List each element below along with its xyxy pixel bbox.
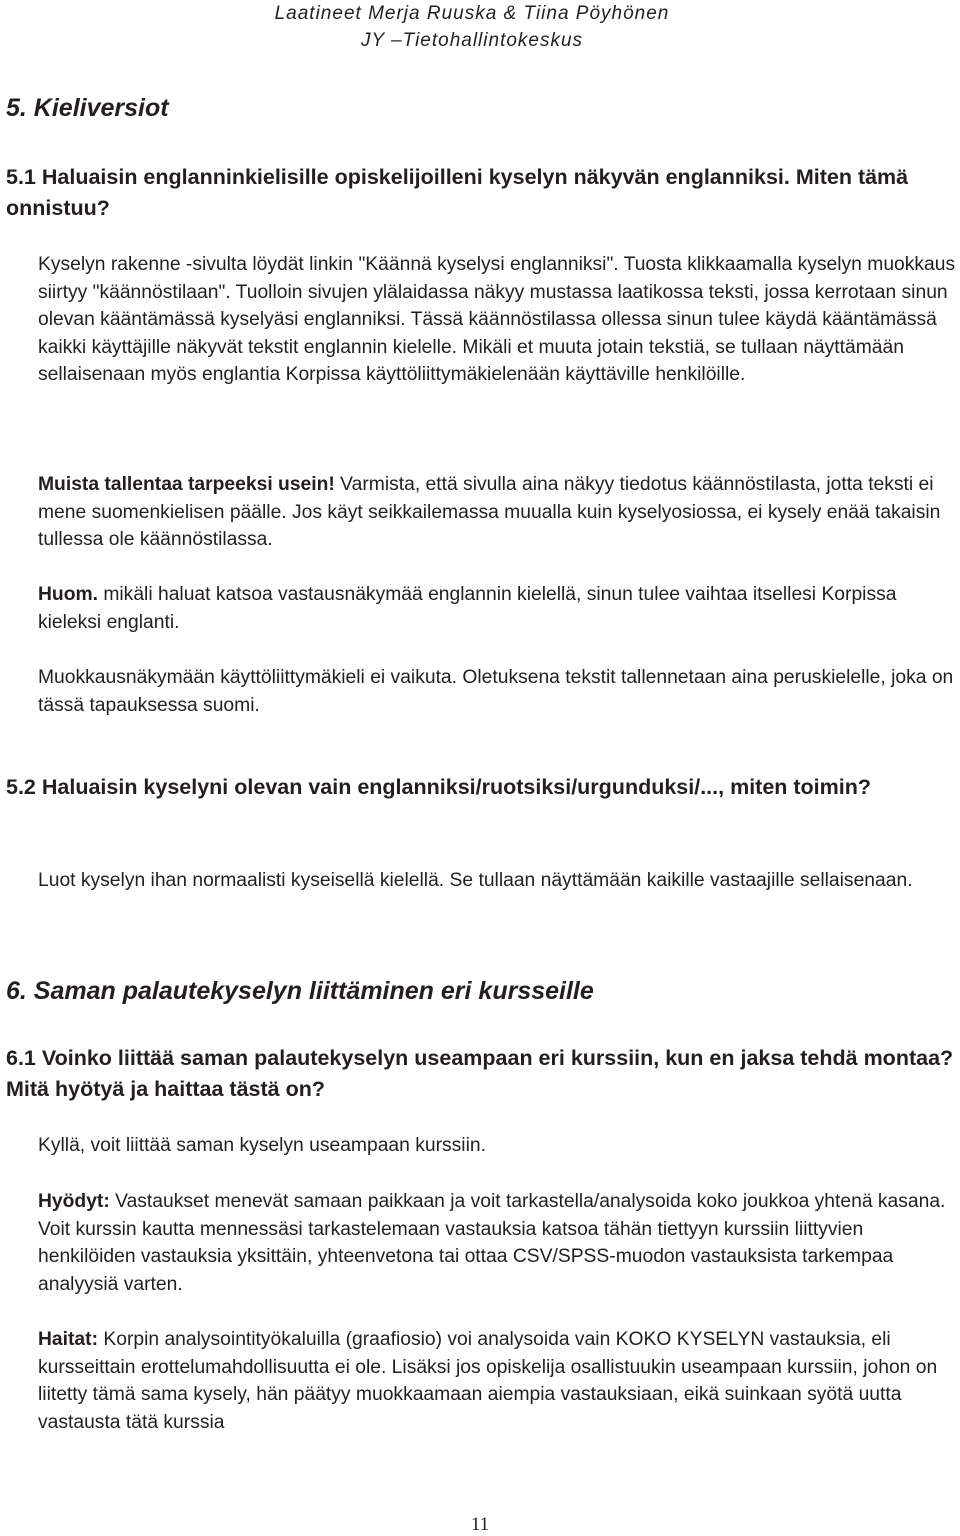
- paragraph-3-text: mikäli haluat katsoa vastausnäkymää englannin kielellä, sinun tulee vaihtaa itsellesi Korpissa kieleksi englanti.: [38, 584, 897, 633]
- paragraph-2-text: Varmista, että sivulla aina näkyy tiedotus käännöstilasta, jotta teksti ei mene suomenkielisen päälle. Jos käyt seikkailemassa muualla kuin kyselyosiossa, ei kysely enää takaisin tullessa ole käännöstilassa.: [38, 474, 941, 550]
- page-header: [252, 0, 692, 54]
- question-6-1-title: 6.1 Voinko liittää saman palautekyselyn useampaan eri kurssiin, kun en jaksa tehdä montaa? Mitä hyötyä ja haittaa tästä on?: [6, 1046, 954, 1101]
- page-number: 11: [470, 1514, 490, 1535]
- benefits-text: Vastaukset menevät samaan paikkaan ja voit tarkastella/analysoida koko joukkoa yhtenä kasana. Voit kurssin kautta mennessäsi tarkastelemaan vastauksia katsoa tähän tiettyyn kurssiin liittyvien henkilöiden vastauksia yksittäin, yhteenvetona tai ottaa CSV/SPSS-muodon vastauksista tarkempaa analyysiä varten.: [38, 1191, 946, 1295]
- question-5-1-title: 5.1 Haluaisin englanninkielisille opiskelijoilleni kyselyn näkyvän englanniksi. Miten tämä onnistuu?: [6, 165, 909, 220]
- header-authors: Laatineet Merja Ruuska & Tiina Pöyhönen: [274, 3, 670, 24]
- question-5-1-paragraph-1: Kyselyn rakenne -sivulta löydät linkin "Käännä kyselysi englanniksi". Tuosta klikkaamalla kyselyn muokkaus siirtyy "käännöstilaan". Tuolloin sivujen ylälaidassa näkyy mustassa laatikossa teksti, jossa kerrotaan sinun olevan kääntämässä kyselyäsi englanniksi. Tässä käännöstilassa ollessa sinun tulee käydä kääntämässä kaikki käyttäjille näkyvät tekstit englannin kielelle. Mikäli et muuta jotain tekstiä, se tullaan näyttämään sellaisenaan myös englantia Korpissa käyttöliittymäkielenään käyttäville henkilöille.: [38, 254, 956, 385]
- emphasis-save-reminder: Muista tallentaa tarpeeksi usein!: [38, 474, 335, 495]
- section-5-title: 5. Kieliversiot: [6, 94, 169, 122]
- drawbacks-text: Korpin analysointityökaluilla (graafiosio) voi analysoida vain KOKO KYSELYN vastauksia, eli kursseittain erottelumahdollisuutta ei ole. Lisäksi jos opiskelija osallistuukin useampaan kurssiin, johon on liitetty tämä sama kysely, hän päätyy muokkaamaan aiempia vastauksiaan, eikä suinkaan syötä uutta vastausta tätä kurssia: [38, 1329, 938, 1433]
- question-5-2-paragraph-1: Luot kyselyn ihan normaalisti kyseisellä kielellä. Se tullaan näyttämään kaikille vastaajille sellaisenaan.: [38, 870, 913, 891]
- question-6-1-paragraph-2: [38, 1188, 960, 1298]
- question-5-1-paragraph-2: [38, 471, 960, 554]
- question-5-2-title: 5.2 Haluaisin kyselyni olevan vain englanniksi/ruotsiksi/urgunduksi/..., miten toimin?: [6, 775, 872, 799]
- question-6-1-paragraph-1: Kyllä, voit liittää saman kyselyn useampaan kurssiin.: [38, 1135, 486, 1156]
- section-6-title: 6. Saman palautekyselyn liittäminen eri kursseille: [6, 977, 594, 1005]
- emphasis-benefits: Hyödyt:: [38, 1191, 110, 1212]
- header-organization: JY –Tietohallintokeskus: [360, 30, 584, 51]
- question-5-1-paragraph-3: [38, 581, 960, 636]
- emphasis-drawbacks: Haitat:: [38, 1329, 98, 1350]
- question-6-1-paragraph-3: [38, 1326, 960, 1436]
- emphasis-note: Huom.: [38, 584, 98, 605]
- question-5-1-paragraph-4: Muokkausnäkymään käyttöliittymäkieli ei vaikuta. Oletuksena tekstit tallennetaan aina peruskielelle, joka on tässä tapauksessa suomi.: [38, 667, 954, 716]
